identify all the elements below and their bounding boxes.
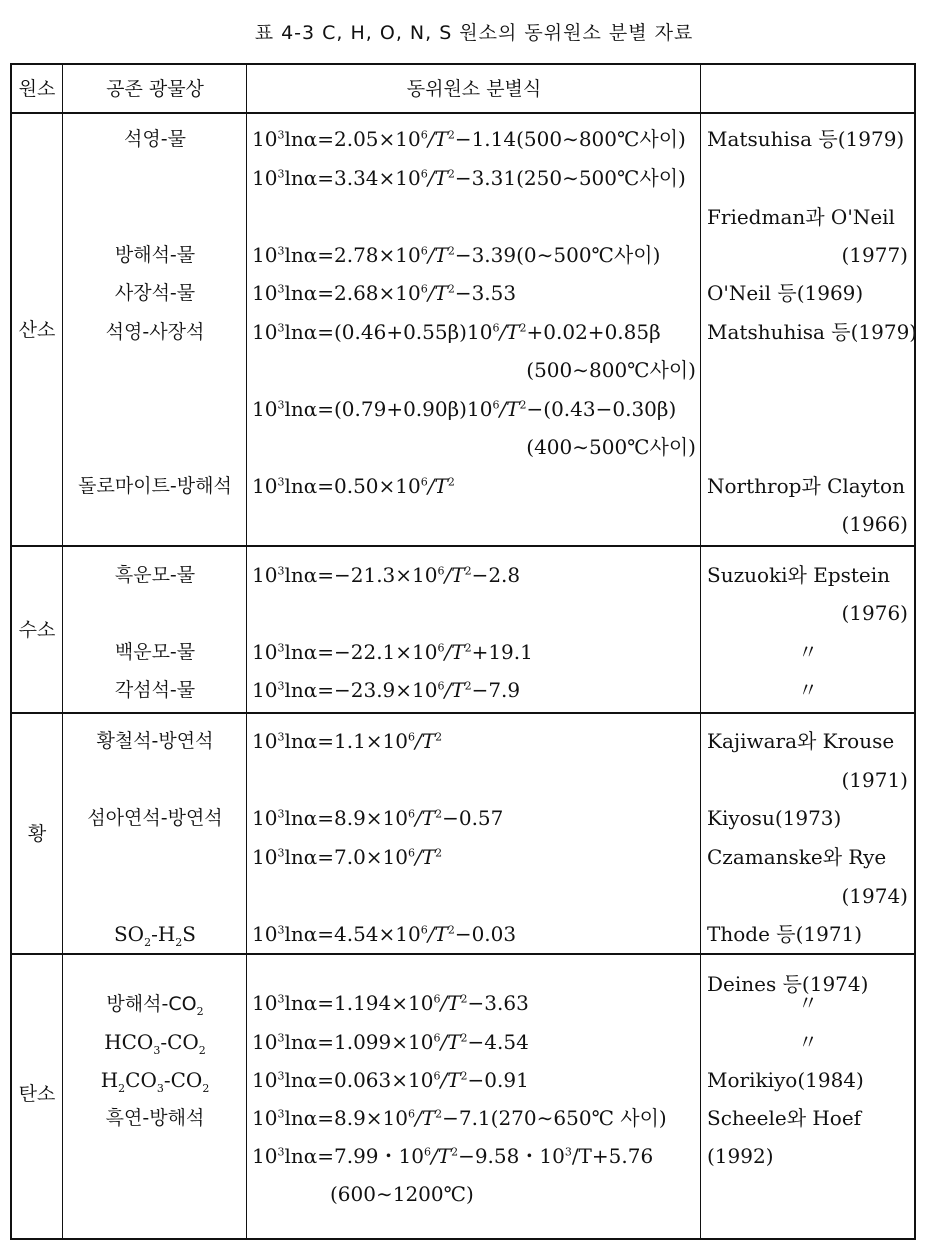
mineral-subscript: 3 — [153, 1044, 161, 1057]
equation-cell — [252, 320, 661, 344]
eq-coef: 10 — [252, 678, 278, 702]
reference-cell: Thode 등(1971) — [707, 922, 863, 946]
eq-tail: −9.58・10 — [458, 1144, 565, 1168]
eq-coef: 10 — [252, 320, 278, 344]
eq-temp: /T — [427, 166, 448, 190]
eq-coef-exponent: 3 — [277, 807, 285, 821]
equation-cell — [252, 127, 686, 151]
eq-body: lnα=−21.3×10 — [284, 563, 438, 587]
eq-body: lnα=(0.46+0.55β)10 — [284, 320, 493, 344]
equation-cell — [252, 166, 686, 190]
eq-temp: /T — [427, 243, 448, 267]
reference-cell: Friedman과 O'Neil — [707, 205, 895, 229]
eq-tail: +0.02+0.85β — [526, 320, 661, 344]
eq-temp: /T — [440, 991, 461, 1015]
reference-cell: (1966) — [841, 512, 908, 536]
mineral-cell — [64, 991, 246, 1016]
eq-coef: 10 — [252, 397, 278, 421]
mineral-text: SO — [113, 922, 145, 946]
eq-body: lnα=7.99・10 — [284, 1144, 424, 1168]
reference-cell: 〃 — [798, 1030, 818, 1054]
reference-cell: Morikiyo(1984) — [707, 1068, 864, 1092]
eq-coef: 10 — [252, 806, 278, 830]
mineral-text: -CO — [160, 1030, 199, 1054]
eq-body-exponent: 6 — [433, 1069, 441, 1083]
element-carbon: 탄소 — [18, 1083, 56, 1105]
eq-body-exponent: 6 — [437, 679, 445, 693]
header-mineral: 공존 광물상 — [106, 78, 204, 100]
eq-coef-exponent: 3 — [277, 564, 285, 578]
mineral-cell: 석영-물 — [124, 128, 186, 150]
reference-cell: (1976) — [841, 601, 908, 625]
equation-cell — [252, 640, 533, 664]
equation-cell — [252, 845, 442, 869]
equation-cell — [252, 243, 660, 267]
eq-body: lnα=(0.79+0.90β)10 — [284, 397, 493, 421]
eq-coef: 10 — [252, 474, 278, 498]
equation-cell — [252, 474, 455, 498]
eq-temp-exponent: 2 — [435, 807, 443, 821]
eq-temp: /T — [430, 1144, 452, 1168]
eq-body: lnα=0.063×10 — [284, 1068, 434, 1092]
eq-coef-exponent: 3 — [277, 923, 285, 937]
eq-temp-exponent: 2 — [447, 475, 455, 489]
eq-body: lnα=2.68×10 — [284, 281, 421, 305]
eq-body-exponent: 6 — [492, 398, 500, 412]
eq-coef-exponent: 3 — [277, 730, 285, 744]
equation-continuation: (400∼500℃사이) — [526, 435, 696, 459]
mineral-text: CO — [125, 1068, 157, 1092]
mineral-text: HCO — [104, 1030, 154, 1054]
equation-cell — [252, 991, 529, 1015]
eq-body: lnα=2.05×10 — [284, 127, 421, 151]
reference-cell: Northrop과 Clayton — [707, 474, 905, 498]
header-divider — [10, 112, 916, 114]
eq-coef: 10 — [252, 640, 278, 664]
reference-cell: Deines 등(1974) — [707, 972, 869, 996]
eq-body: lnα=−23.9×10 — [284, 678, 438, 702]
eq-tail-exponent: 3 — [564, 1145, 572, 1159]
eq-temp: /T — [499, 320, 520, 344]
eq-coef-exponent: 3 — [277, 1069, 285, 1083]
mineral-text: S — [182, 922, 196, 946]
mineral-text: -H — [151, 922, 176, 946]
eq-body: lnα=2.78×10 — [284, 243, 421, 267]
reference-cell: Czamanske와 Rye — [707, 845, 887, 869]
eq-body-exponent: 6 — [408, 846, 416, 860]
section-divider — [10, 953, 916, 955]
eq-temp: /T — [427, 474, 448, 498]
eq-temp: /T — [415, 729, 436, 753]
equation-cell — [252, 806, 503, 830]
reference-cell: 〃 — [798, 678, 818, 702]
mineral-subscript: 2 — [202, 1082, 210, 1095]
mineral-text: -CO — [163, 1068, 203, 1092]
eq-coef: 10 — [252, 281, 278, 305]
eq-body: lnα=4.54×10 — [284, 922, 421, 946]
eq-coef: 10 — [252, 1106, 278, 1130]
header-equation: 동위원소 분별식 — [406, 78, 542, 100]
eq-temp-exponent: 2 — [435, 846, 443, 860]
mineral-cell: 석영-사장석 — [105, 321, 205, 343]
eq-temp: /T — [440, 1068, 461, 1092]
reference-cell: (1974) — [841, 884, 908, 908]
eq-tail: −7.1(270∼650℃ 사이) — [442, 1106, 667, 1130]
eq-tail: −3.63 — [467, 991, 529, 1015]
eq-body: lnα=1.194×10 — [284, 991, 434, 1015]
eq-body-exponent: 6 — [437, 564, 445, 578]
reference-cell: Matsuhisa 등(1979) — [707, 127, 905, 151]
reference-cell: 〃 — [798, 991, 818, 1015]
equation-cell — [252, 1144, 653, 1168]
eq-coef: 10 — [252, 845, 278, 869]
eq-temp-exponent: 2 — [519, 398, 527, 412]
eq-coef-exponent: 3 — [277, 128, 285, 142]
eq-tail: −3.53 — [454, 281, 517, 305]
reference-cell: O'Neil 등(1969) — [707, 281, 864, 305]
eq-coef: 10 — [252, 1030, 278, 1054]
eq-tail: −7.9 — [471, 678, 521, 702]
equation-cell — [252, 281, 516, 305]
eq-body-exponent: 6 — [423, 1145, 431, 1159]
eq-coef: 10 — [252, 1144, 278, 1168]
eq-body: lnα=0.50×10 — [284, 474, 421, 498]
equation-cell — [252, 678, 520, 702]
mineral-cell: 황철석-방연석 — [96, 730, 214, 752]
equation-cell — [252, 563, 520, 587]
eq-coef-exponent: 3 — [277, 992, 285, 1006]
eq-body-exponent: 6 — [420, 128, 428, 142]
eq-temp-exponent: 2 — [464, 641, 472, 655]
eq-temp: /T — [444, 563, 465, 587]
eq-body: lnα=3.34×10 — [284, 166, 421, 190]
eq-temp-exponent: 2 — [435, 730, 443, 744]
mineral-subscript: 2 — [144, 936, 152, 949]
mineral-cell: 흑운모-물 — [114, 564, 196, 586]
reference-cell: Scheele와 Hoef — [707, 1106, 862, 1130]
eq-tail: −1.14(500∼800℃사이) — [454, 127, 686, 151]
reference-cell: (1992) — [707, 1144, 774, 1168]
eq-body: lnα=7.0×10 — [284, 845, 409, 869]
eq-coef-exponent: 3 — [277, 641, 285, 655]
eq-coef-exponent: 3 — [277, 282, 285, 296]
eq-temp: /T — [427, 922, 448, 946]
eq-tail: +19.1 — [471, 640, 533, 664]
eq-coef: 10 — [252, 166, 278, 190]
eq-coef: 10 — [252, 991, 278, 1015]
eq-body-exponent: 6 — [420, 282, 428, 296]
eq-temp-exponent: 2 — [460, 1031, 468, 1045]
eq-temp: /T — [499, 397, 520, 421]
reference-cell: Kajiwara와 Krouse — [707, 729, 895, 753]
eq-temp: /T — [444, 678, 465, 702]
eq-coef: 10 — [252, 243, 278, 267]
eq-body-exponent: 6 — [420, 923, 428, 937]
mineral-cell: 섬아연석-방연석 — [87, 807, 223, 829]
eq-body-exponent: 6 — [437, 641, 445, 655]
mineral-text: H — [100, 1068, 119, 1092]
eq-temp-exponent: 2 — [447, 128, 455, 142]
eq-body: lnα=−22.1×10 — [284, 640, 438, 664]
eq-coef-exponent: 3 — [277, 398, 285, 412]
eq-body-exponent: 6 — [433, 992, 441, 1006]
eq-tail: −0.57 — [442, 806, 504, 830]
mineral-cell: 사장석-물 — [114, 282, 196, 304]
reference-cell: Matshuhisa 등(1979) — [707, 320, 918, 344]
equation-cell — [252, 397, 676, 421]
mineral-cell: 방해석-물 — [114, 244, 196, 266]
eq-temp: /T — [415, 845, 436, 869]
column-divider — [62, 63, 63, 1240]
eq-coef-exponent: 3 — [277, 321, 285, 335]
eq-tail-2: /T+5.76 — [571, 1144, 654, 1168]
eq-temp-exponent: 2 — [464, 564, 472, 578]
equation-cell — [252, 1106, 667, 1130]
eq-tail: −(0.43−0.30β) — [526, 397, 677, 421]
reference-cell: 〃 — [798, 640, 818, 664]
eq-temp: /T — [415, 1106, 436, 1130]
mineral-cell — [64, 1030, 246, 1057]
equation-continuation: (600∼1200℃) — [330, 1182, 474, 1206]
equation-cell — [252, 1068, 529, 1092]
eq-body: lnα=1.1×10 — [284, 729, 409, 753]
eq-temp: /T — [444, 640, 465, 664]
eq-body-exponent: 6 — [408, 730, 416, 744]
eq-body-exponent: 6 — [433, 1031, 441, 1045]
eq-temp-exponent: 2 — [447, 923, 455, 937]
eq-coef-exponent: 3 — [277, 1031, 285, 1045]
eq-tail: −3.39(0∼500℃사이) — [454, 243, 661, 267]
eq-body-exponent: 6 — [408, 807, 416, 821]
reference-cell: Kiyosu(1973) — [707, 806, 842, 830]
eq-temp-exponent: 2 — [460, 992, 468, 1006]
eq-body: lnα=1.099×10 — [284, 1030, 434, 1054]
eq-temp: /T — [427, 281, 448, 305]
section-divider — [10, 545, 916, 547]
mineral-cell — [64, 922, 246, 949]
eq-tail: −0.91 — [467, 1068, 529, 1092]
reference-cell: Suzuoki와 Epstein — [707, 563, 891, 587]
eq-coef-exponent: 3 — [277, 475, 285, 489]
equation-continuation: (500∼800℃사이) — [526, 358, 696, 382]
eq-coef-exponent: 3 — [277, 1107, 285, 1121]
eq-tail: −3.31(250∼500℃사이) — [454, 166, 686, 190]
equation-cell — [252, 729, 442, 753]
eq-coef: 10 — [252, 563, 278, 587]
mineral-cell: 흑연-방해석 — [105, 1107, 205, 1129]
eq-coef: 10 — [252, 922, 278, 946]
mineral-subscript: 2 — [118, 1082, 126, 1095]
mineral-subscript: 2 — [196, 1005, 204, 1018]
eq-temp-exponent: 2 — [451, 1145, 459, 1159]
eq-coef-exponent: 3 — [277, 1145, 285, 1159]
eq-temp-exponent: 2 — [464, 679, 472, 693]
eq-body-exponent: 6 — [420, 244, 428, 258]
mineral-text: 방해석-CO — [106, 993, 197, 1015]
eq-temp-exponent: 2 — [447, 167, 455, 181]
mineral-cell: 백운모-물 — [114, 641, 196, 663]
eq-body-exponent: 6 — [408, 1107, 416, 1121]
eq-tail: −0.03 — [454, 922, 517, 946]
eq-tail: −4.54 — [467, 1030, 529, 1054]
eq-body-exponent: 6 — [420, 475, 428, 489]
eq-temp: /T — [440, 1030, 461, 1054]
header-element: 원소 — [18, 78, 56, 100]
eq-tail: −2.8 — [471, 563, 521, 587]
table-title: 표 4-3 C, H, O, N, S 원소의 동위원소 분별 자료 — [254, 22, 694, 44]
column-divider — [246, 63, 247, 1240]
eq-coef: 10 — [252, 729, 278, 753]
mineral-subscript: 2 — [175, 936, 183, 949]
eq-coef-exponent: 3 — [277, 846, 285, 860]
eq-temp-exponent: 2 — [460, 1069, 468, 1083]
reference-cell: (1971) — [841, 768, 908, 792]
mineral-subscript: 3 — [156, 1082, 164, 1095]
eq-coef-exponent: 3 — [277, 679, 285, 693]
eq-coef-exponent: 3 — [277, 244, 285, 258]
eq-temp-exponent: 2 — [519, 321, 527, 335]
mineral-cell — [64, 1068, 246, 1095]
element-oxygen: 산소 — [18, 319, 56, 341]
mineral-cell: 돌로마이트-방해석 — [78, 475, 232, 497]
eq-coef: 10 — [252, 1068, 278, 1092]
mineral-subscript: 2 — [198, 1044, 206, 1057]
reference-cell: (1977) — [841, 243, 908, 267]
section-divider — [10, 712, 916, 714]
eq-body: lnα=8.9×10 — [284, 1106, 409, 1130]
mineral-cell: 각섬석-물 — [114, 679, 196, 701]
eq-coef-exponent: 3 — [277, 167, 285, 181]
eq-temp-exponent: 2 — [435, 1107, 443, 1121]
eq-temp: /T — [427, 127, 448, 151]
eq-coef: 10 — [252, 127, 278, 151]
eq-temp: /T — [415, 806, 436, 830]
eq-temp-exponent: 2 — [447, 244, 455, 258]
eq-body-exponent: 6 — [420, 167, 428, 181]
element-sulfur: 황 — [27, 823, 47, 845]
eq-body-exponent: 6 — [492, 321, 500, 335]
equation-cell — [252, 1030, 529, 1054]
equation-cell — [252, 922, 516, 946]
element-hydrogen: 수소 — [18, 619, 56, 641]
eq-body: lnα=8.9×10 — [284, 806, 409, 830]
eq-temp-exponent: 2 — [447, 282, 455, 296]
column-divider — [700, 63, 701, 1240]
